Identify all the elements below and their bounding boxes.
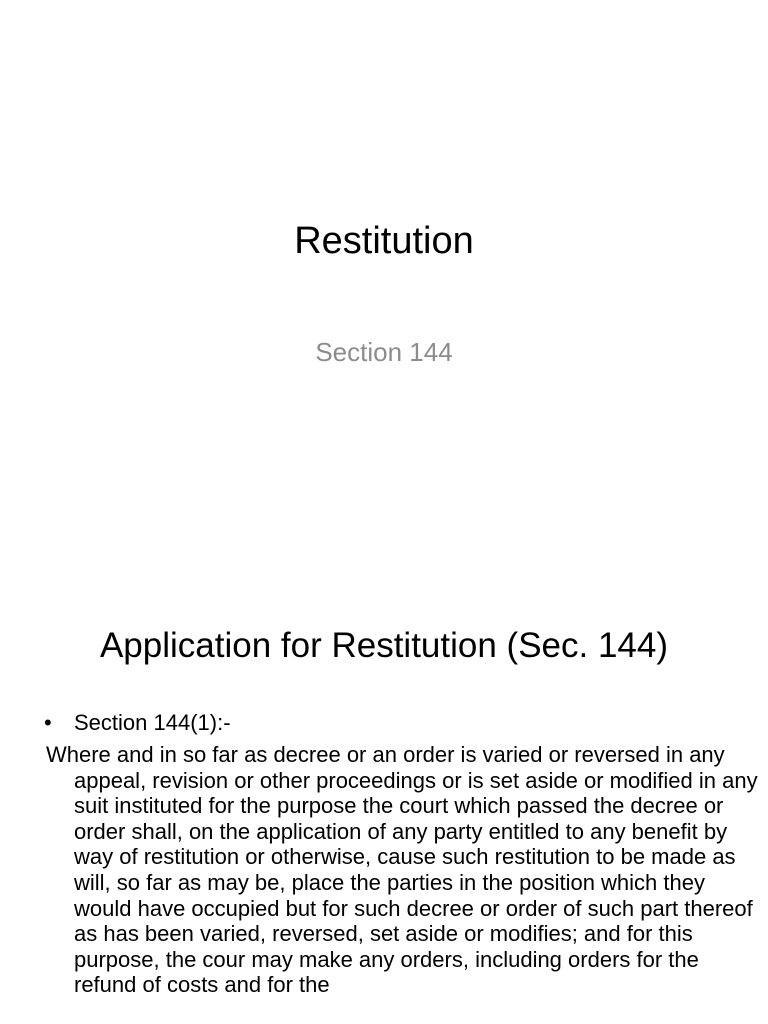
content-slide-title: Application for Restitution (Sec. 144) (99, 626, 669, 665)
bullet-text: Section 144(1):- (74, 710, 231, 735)
body-paragraph: Where and in so far as decree or an order is varied or reversed in any appeal, revision or other proceedings or is set aside or modified in any suit instituted for the purpose the court which passed the decree or order shall, on the application of any party entitled to any benefit by way of restitution or otherwise, cause such restitution to be made as will, so far as may be, place the parties in the position which they would have occupied but for such decree or order of such part thereof as has been varied, reversed, set aside or modifies; and for this purpose, the cour may make any orders, including orders for the refund of costs and for the (46, 742, 758, 998)
bullet-marker: • (44, 710, 52, 735)
slide-title: Restitution (294, 220, 474, 262)
content-slide (0, 580, 768, 1024)
slide-subtitle: Section 144 (315, 337, 453, 367)
bullet-item (44, 710, 231, 736)
